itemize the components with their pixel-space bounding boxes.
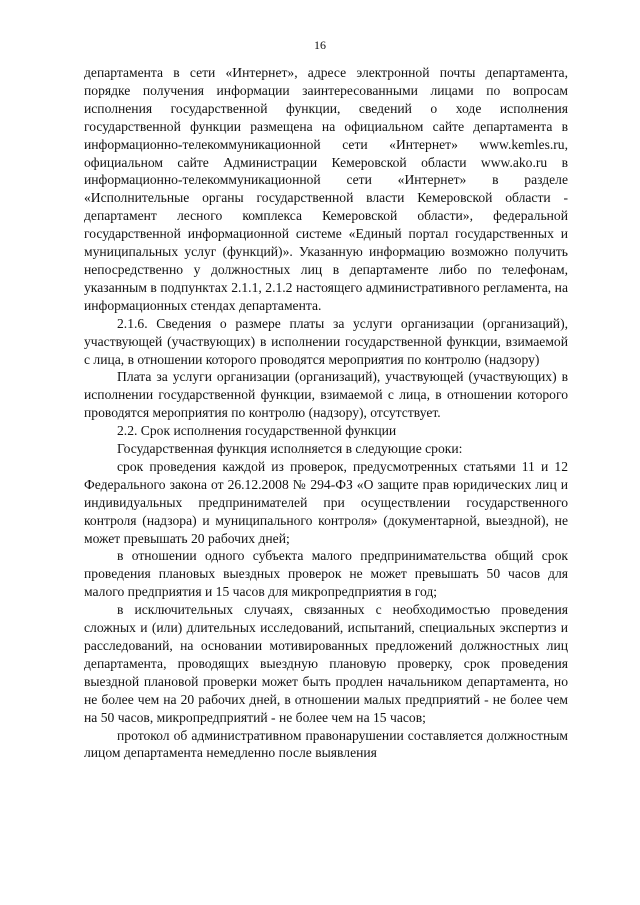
section-heading-2-2: 2.2. Срок исполнения государственной функции bbox=[117, 423, 397, 439]
paragraph-fee: Плата за услуги организации (организаций), участвующей (участвующих) в исполнении государственной функции, взимаемой с лица, в отношении которого проводятся мероприятия по контролю (надзору), отсутствует. bbox=[84, 369, 568, 421]
paragraph-terms-intro: Государственная функция исполняется в следующие сроки: bbox=[117, 441, 463, 457]
paragraph-term-2: в отношении одного субъекта малого предпринимательства общий срок проведения плановых выездных проверок не может превышать 50 часов для малого предприятия и 15 часов для микропредприятия в год; bbox=[84, 548, 568, 600]
paragraph-term-3: в исключительных случаях, связанных с необходимостью проведения сложных и (или) длительных исследований, испытаний, специальных экспертиз и расследований, на основании мотивированных предложений должностных лиц департамента, проводящих выездную плановую проверку, срок проведения выездной плановой проверки может быть продлен начальником департамента, но не более чем на 20 рабочих дней, в отношении малых предприятий - не более чем на 50 часов, микропредприятий - не более чем на 15 часов; bbox=[84, 602, 568, 725]
page-number: 16 bbox=[314, 38, 326, 52]
paragraph-2-1-6: 2.1.6. Сведения о размере платы за услуги организации (организаций), участвующей (участвующих) в исполнении государственной функции, взимаемой с лица, в отношении которого проводятся мероприятия по контролю (надзору) bbox=[84, 315, 568, 367]
paragraph-term-4: протокол об административном правонарушении составляется должностным лицом департамента немедленно после выявления bbox=[84, 727, 568, 761]
paragraph-continuation: департамента в сети «Интернет», адресе электронной почты департамента, порядке получения информации заинтересованными лицами по вопросам исполнения государственной функции, сведений о ходе исполнения государственной функции размещена на официальном сайте департамента в информационно-телекоммуникационной сети «Интернет» www.kemles.ru, официальном сайте Администрации Кемеровской области www.ako.ru в информационно-телекоммуникационной сети «Интернет» в разделе «Исполнительные органы государственной власти Кемеровской области - департамент лесного комплекса Кемеровской области», федеральной государственной информационной системе «Единый портал государственных и муниципальных услуг (функций)». Указанную информацию возможно получить непосредственно у должностных лиц в департаменте либо по телефонам, указанным в подпунктах 2.1.1, 2.1.2 настоящего административного регламента, на информационных стендах департамента. bbox=[84, 65, 568, 313]
document-body bbox=[84, 64, 568, 762]
paragraph-term-1: срок проведения каждой из проверок, предусмотренных статьями 11 и 12 Федерального закона от 26.12.2008 № 294-ФЗ «О защите прав юридических лиц и индивидуальных предпринимателей при осуществлении государственного контроля (надзора) и муниципального контроля» (документарной, выездной), не может превышать 20 рабочих дней; bbox=[84, 458, 568, 546]
